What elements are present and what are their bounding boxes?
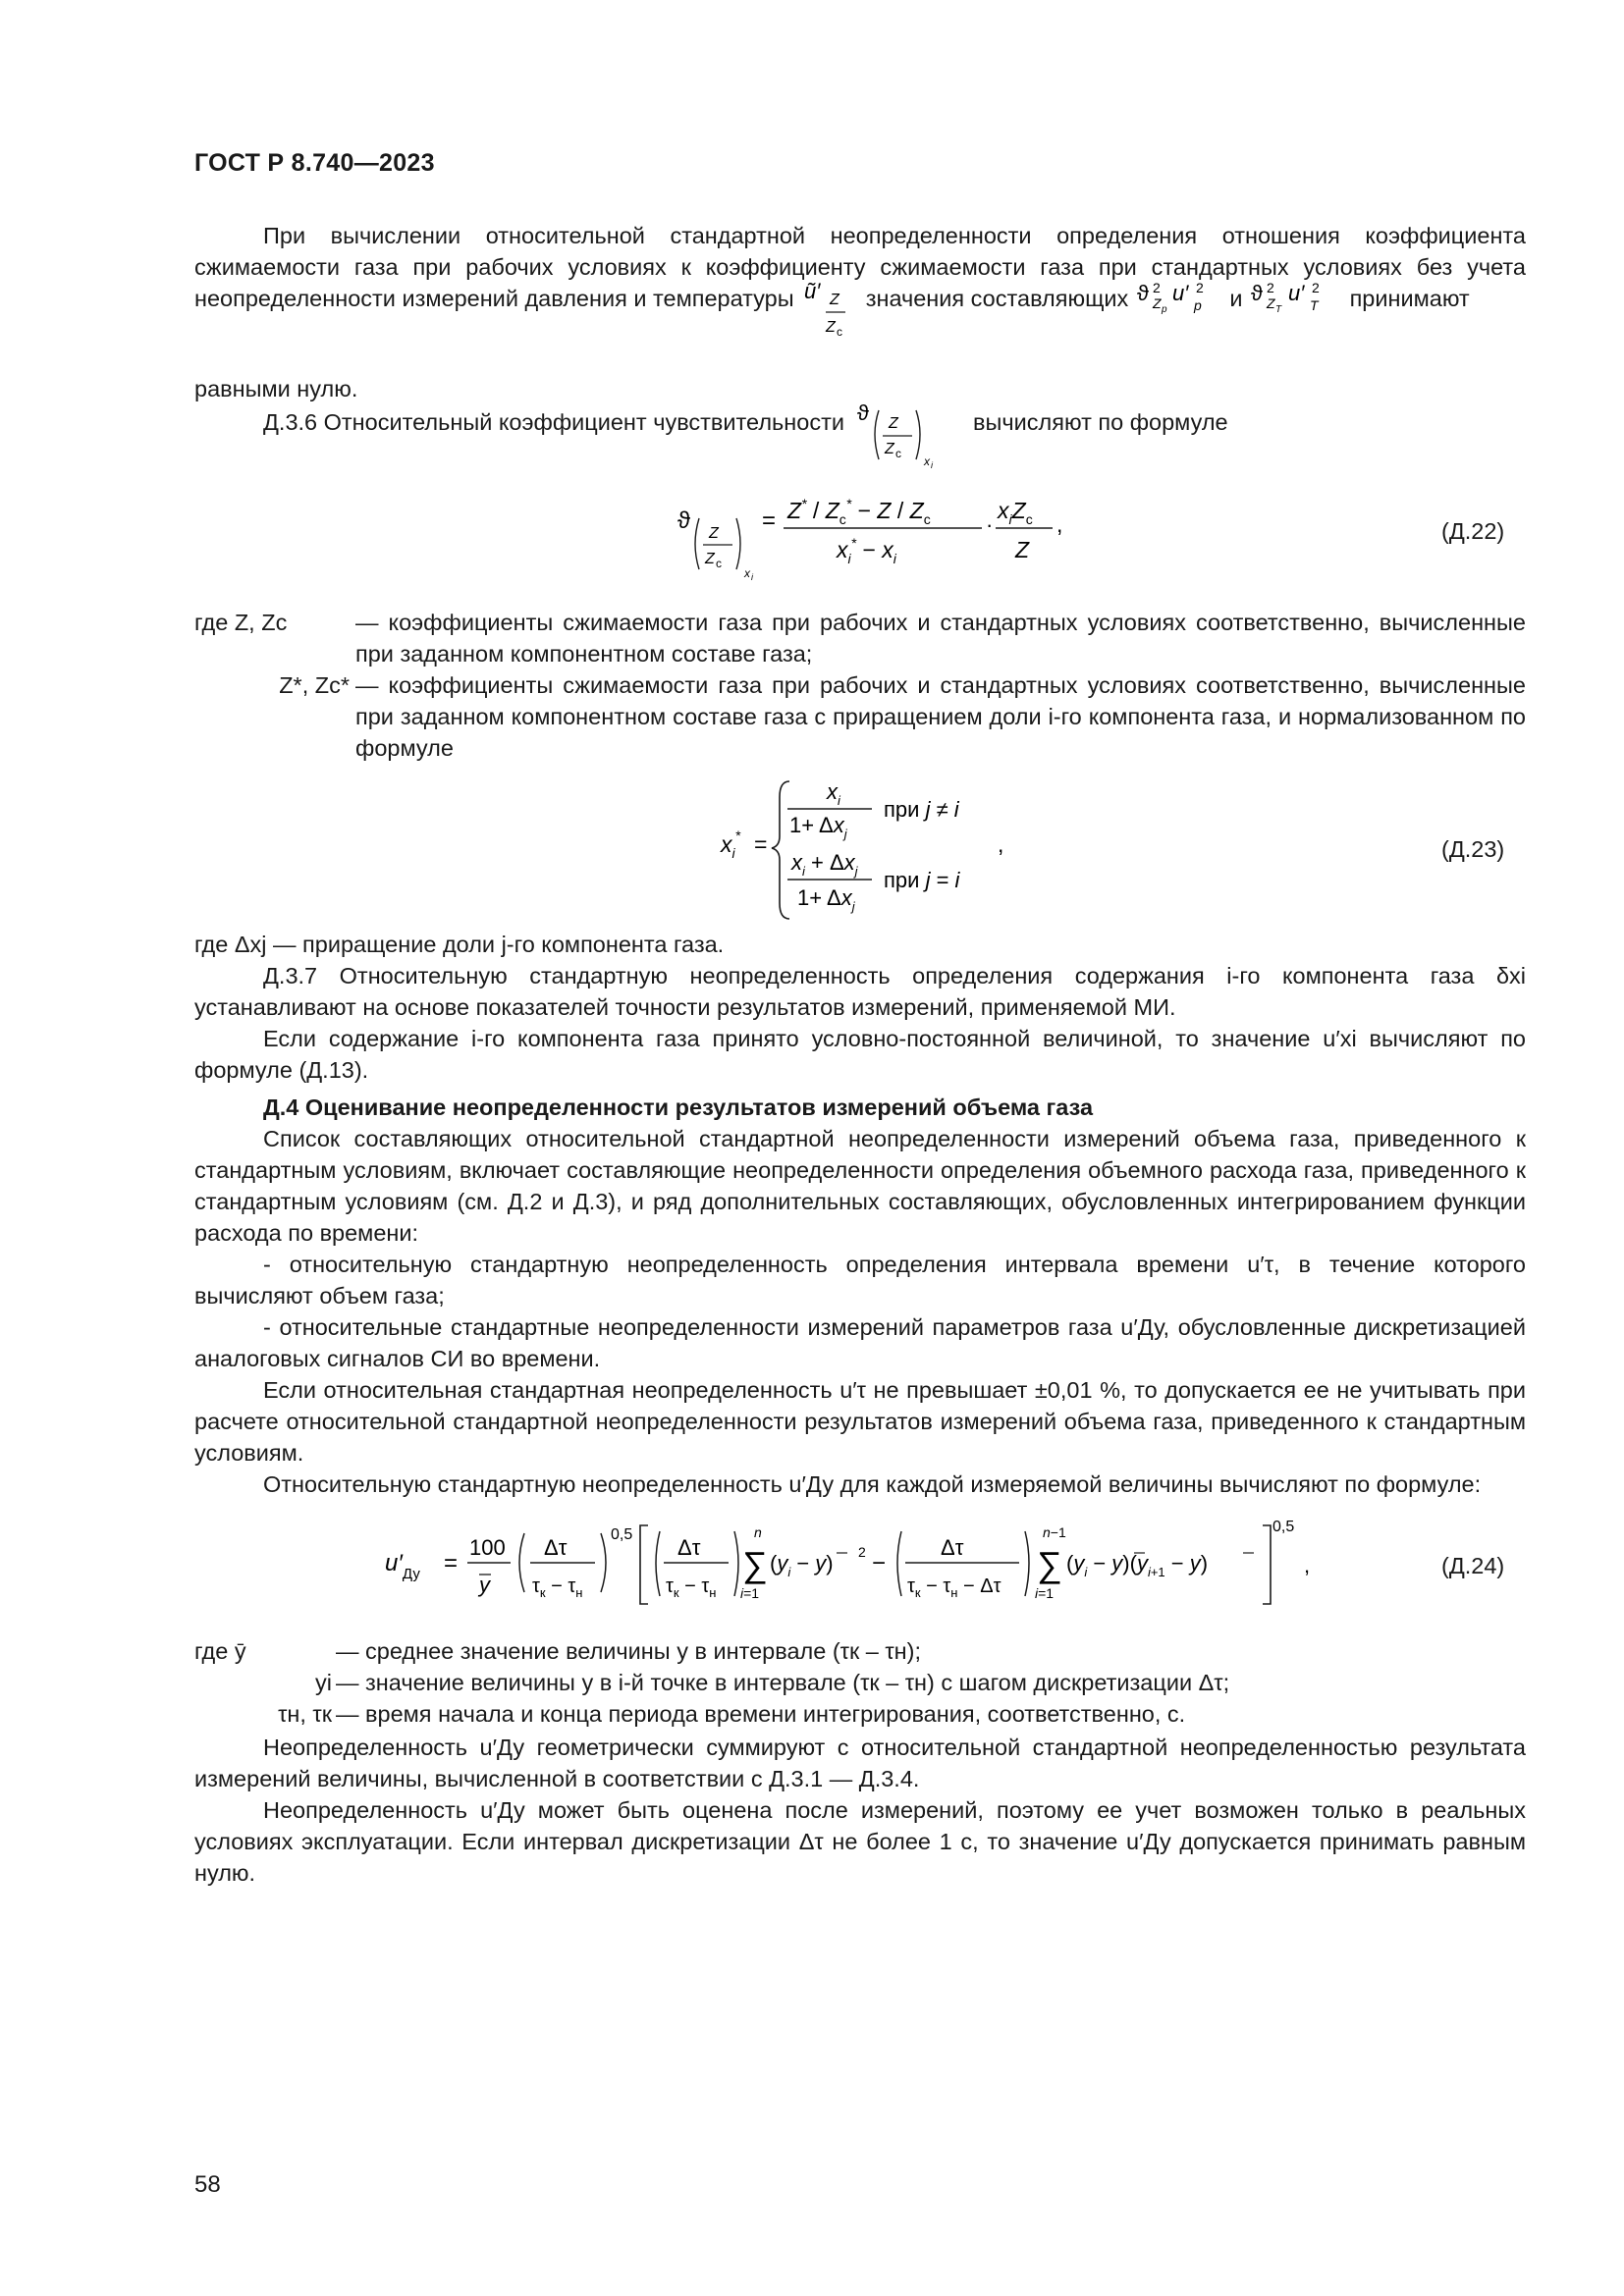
svg-text:i=1: i=1 <box>740 1585 760 1601</box>
svg-text:=: = <box>444 1550 459 1576</box>
svg-text:100: 100 <box>469 1535 506 1560</box>
svg-text:xi: $x_i$ <box>827 779 840 808</box>
svg-text:ϑ: ϑ <box>1251 281 1264 305</box>
p1-text-b: значения составляющих <box>865 286 1129 311</box>
d4-paragraph-1: Список составляющих относительной стандартной неопределенности измерений объема газа, приведенного к стандартным условиям, включает составляющие неопределенности определения объемного расхода газа, приведенного к стандартным условиям (см. Д.2 и Д.3), и ряд дополнительных составляющих, обусловленных интегрированием функции расхода по времени: <box>194 1126 1526 1246</box>
svg-text:Z: Z <box>1267 295 1275 311</box>
svg-text:p: p <box>1161 304 1167 315</box>
svg-text:x: x <box>923 454 930 468</box>
svg-text:Z: Z <box>888 415 898 432</box>
svg-text:∑: ∑ <box>1037 1544 1062 1584</box>
svg-text:(yi − y)(yi+1 − y): $(y_i - y)(y_{i+1} - y)$ <box>1066 1551 1209 1579</box>
p1-text-c: и <box>1229 286 1243 311</box>
svg-text:,: , <box>1056 511 1063 537</box>
svg-text:,: , <box>998 831 1004 857</box>
svg-text:Z: Z <box>1152 295 1162 311</box>
where2-label: Z*, Zс* <box>279 672 350 698</box>
svg-text:2: 2 <box>1195 280 1204 295</box>
equation-d24 <box>381 1502 1324 1620</box>
svg-text:xiZс: $x_iZ_с$ <box>998 498 1033 527</box>
svg-text:n−1: n−1 <box>1043 1524 1066 1540</box>
svg-text:2: 2 <box>1312 280 1320 295</box>
section-d37 <box>194 960 1526 1086</box>
section-d4-end <box>194 1732 1526 1889</box>
d4-list-item-1: - относительную стандартную неопределенность определения интервала времени u′τ, в течение которого вычисляют объем газа; <box>194 1252 1526 1308</box>
u-tilde-symbol <box>800 279 859 339</box>
svg-text:с: с <box>894 447 901 460</box>
eq-d22-number: (Д.22) <box>1441 518 1505 544</box>
svg-text:2: 2 <box>858 1544 866 1560</box>
svg-text:u′Ду: $u'_{Ду}$ <box>385 1550 420 1582</box>
svg-text:1+ Δxj: $1+ \Delta x_j$ <box>789 813 847 841</box>
theta-t-symbol <box>1249 280 1343 315</box>
svg-text:x: x <box>744 566 750 580</box>
svg-text:Z: Z <box>830 292 839 308</box>
d4-list-item-2: - относительные стандартные неопределенности измерений параметров газа u′Ду, обусловленные дискретизацией аналоговых сигналов СИ во времени. <box>194 1314 1526 1371</box>
document-header: ГОСТ Р 8.740—2023 <box>194 149 435 177</box>
svg-text:τк − τн: $\tau_к - \tau_н$ <box>666 1575 717 1600</box>
section-d36-intro <box>194 400 1526 470</box>
svg-text:−: − <box>872 1550 887 1576</box>
where3-text: где Δxj — приращение доли j-го компонента газа. <box>194 932 725 957</box>
svg-text:Z: Z <box>884 441 894 457</box>
equation-d22 <box>668 483 1080 591</box>
svg-text:Z: Z <box>1015 537 1030 562</box>
eq-d23-number: (Д.23) <box>1441 836 1505 862</box>
eq23-cond2: при j = i <box>884 868 960 892</box>
w24-3-label: τн, τк <box>278 1701 332 1727</box>
svg-text:T: T <box>1310 297 1319 313</box>
svg-text:=: = <box>754 831 768 857</box>
d36-text-a: Д.3.6 Относительный коэффициент чувствительности <box>263 409 844 435</box>
d4-paragraph-3: Относительную стандартную неопределенность u′Ду для каждой измеряемой величины вычисляют по формуле: <box>263 1471 1482 1497</box>
equation-d23 <box>717 772 1041 929</box>
eq-d24-number: (Д.24) <box>1441 1553 1505 1578</box>
d4-paragraph-4: Неопределенность u′Ду геометрически суммируют с относительной стандартной неопределенностью результата измерений величины, вычисленной в соответствии с Д.3.1 — Д.3.4. <box>194 1735 1526 1791</box>
w24-2-label: yi <box>315 1670 332 1695</box>
svg-text:Δτ: Δτ <box>941 1535 964 1560</box>
svg-text:xi*: $x_i^*$ <box>721 828 741 861</box>
svg-text:y: y <box>479 1573 490 1597</box>
w24-3-text: — время начала и конца периода времени интегрирования, соответственно, с. <box>336 1701 1186 1727</box>
svg-text:0,5: 0,5 <box>611 1526 633 1543</box>
sensitivity-symbol <box>851 400 949 470</box>
svg-text:τк − τн: $\tau_к - \tau_н$ <box>532 1575 583 1600</box>
eq23-cond1: при j ≠ i <box>884 797 959 822</box>
svg-text:ϑ: ϑ <box>856 400 869 425</box>
svg-text:u′: u′ <box>1171 281 1189 305</box>
svg-text:i=1: i=1 <box>1035 1585 1055 1601</box>
svg-text:Z: Z <box>705 551 715 567</box>
p1-text-d: принимают <box>1349 286 1470 311</box>
where1-text: — коэффициенты сжимаемости газа при рабочих и стандартных условиях соответственно, вычисленные при заданном компонентном составе газа; <box>355 610 1526 667</box>
svg-text:,: , <box>1304 1553 1311 1577</box>
svg-text:Z: Z <box>709 525 719 542</box>
where2-text: — коэффициенты сжимаемости газа при рабочих и стандартных условиях соответственно, вычисленные при заданном компонентном составе газа с приращением доли i-го компонента газа, и нормализованном по формуле <box>355 672 1526 761</box>
theta-p-symbol <box>1135 280 1223 315</box>
where1-label: где Z, Zс <box>194 610 288 635</box>
svg-text:∑: ∑ <box>742 1544 768 1584</box>
page-number: 58 <box>194 2171 221 2198</box>
d36-text-b: вычисляют по формуле <box>973 409 1228 435</box>
w24-2-text: — значение величины y в i-й точке в интервале (τк – τн) с шагом дискретизации Δτ; <box>336 1670 1230 1695</box>
d37-paragraph-a: Д.3.7 Относительную стандартную неопределенность определения содержания i-го компонента газа δxi устанавливают на основе показателей точности результатов измерений, применяемой МИ. <box>194 963 1526 1020</box>
svg-text:с: с <box>716 557 722 570</box>
d37-paragraph-b: Если содержание i-го компонента газа принято условно-постоянной величиной, то значение u′xi вычисляют по формуле (Д.13). <box>194 1026 1526 1083</box>
p1-end: равными нулю. <box>194 376 358 401</box>
svg-text:n: n <box>754 1524 762 1540</box>
svg-text:xi* − xi: $x_i^* - x_i$ <box>837 535 896 566</box>
svg-text:Δτ: Δτ <box>544 1535 568 1560</box>
svg-text:ϑ: ϑ <box>1136 281 1149 305</box>
svg-text:Z: Z <box>826 319 836 336</box>
d4-paragraph-2: Если относительная стандартная неопределенность u′τ не превышает ±0,01 %, то допускается ее не учитывать при расчете относительной стандартной неопределенности результатов измерений объема газа, приведенного к стандартным условиям. <box>194 1377 1526 1466</box>
svg-text:T: T <box>1275 304 1282 315</box>
svg-text:2: 2 <box>1152 280 1161 295</box>
svg-text:ũ′: ũ′ <box>804 279 821 303</box>
svg-text:·: · <box>986 512 994 537</box>
d4-paragraph-5: Неопределенность u′Ду может быть оценена после измерений, поэтому ее учет возможен только в реальных условиях эксплуатации. Если интервал дискретизации Δτ не более 1 с, то значение u′Ду допускается принимать равным нулю. <box>194 1797 1526 1886</box>
svg-text:p: p <box>1193 297 1202 313</box>
svg-text:0,5: 0,5 <box>1272 1519 1295 1535</box>
svg-text:=: = <box>762 507 777 534</box>
svg-text:Δτ: Δτ <box>677 1535 701 1560</box>
svg-text:i: i <box>751 572 753 582</box>
svg-text:(yi − y): $(y_i - y)$ <box>770 1551 834 1579</box>
svg-text:с: с <box>837 325 843 339</box>
p1-text-a: При вычислении относительной стандартной неопределенности определения отношения коэффициента сжимаемости газа при рабочих условиях к коэффициенту сжимаемости газа при стандартных условиях без учета неопределенности измерений давления и температуры <box>194 223 1526 311</box>
svg-text:ϑ: ϑ <box>677 507 691 534</box>
svg-text:1+ Δxj: $1+ \Delta x_j$ <box>797 885 855 914</box>
w24-1-text: — среднее значение величины y в интервале (τк – τн); <box>336 1638 921 1664</box>
section-d4 <box>194 1092 1526 1500</box>
w24-1-label: где ȳ <box>194 1638 246 1664</box>
d4-title: Д.4 Оценивание неопределенности результатов измерений объема газа <box>263 1095 1094 1120</box>
svg-text:Z* / Zс* − Z / Zс: $Z^* / Z_с^* - Z / Z_с$ <box>787 496 931 527</box>
svg-text:xi + Δxj: $x_i + \Delta x_j$ <box>791 850 858 879</box>
paragraph-uncertainty-ratio <box>194 220 1526 339</box>
svg-text:i: i <box>930 460 933 470</box>
svg-text:u′: u′ <box>1288 281 1305 305</box>
svg-text:2: 2 <box>1267 280 1274 295</box>
svg-text:τк − τн − Δτ: $\tau_к - \tau_н - \Delta\tau$ <box>907 1575 1001 1600</box>
